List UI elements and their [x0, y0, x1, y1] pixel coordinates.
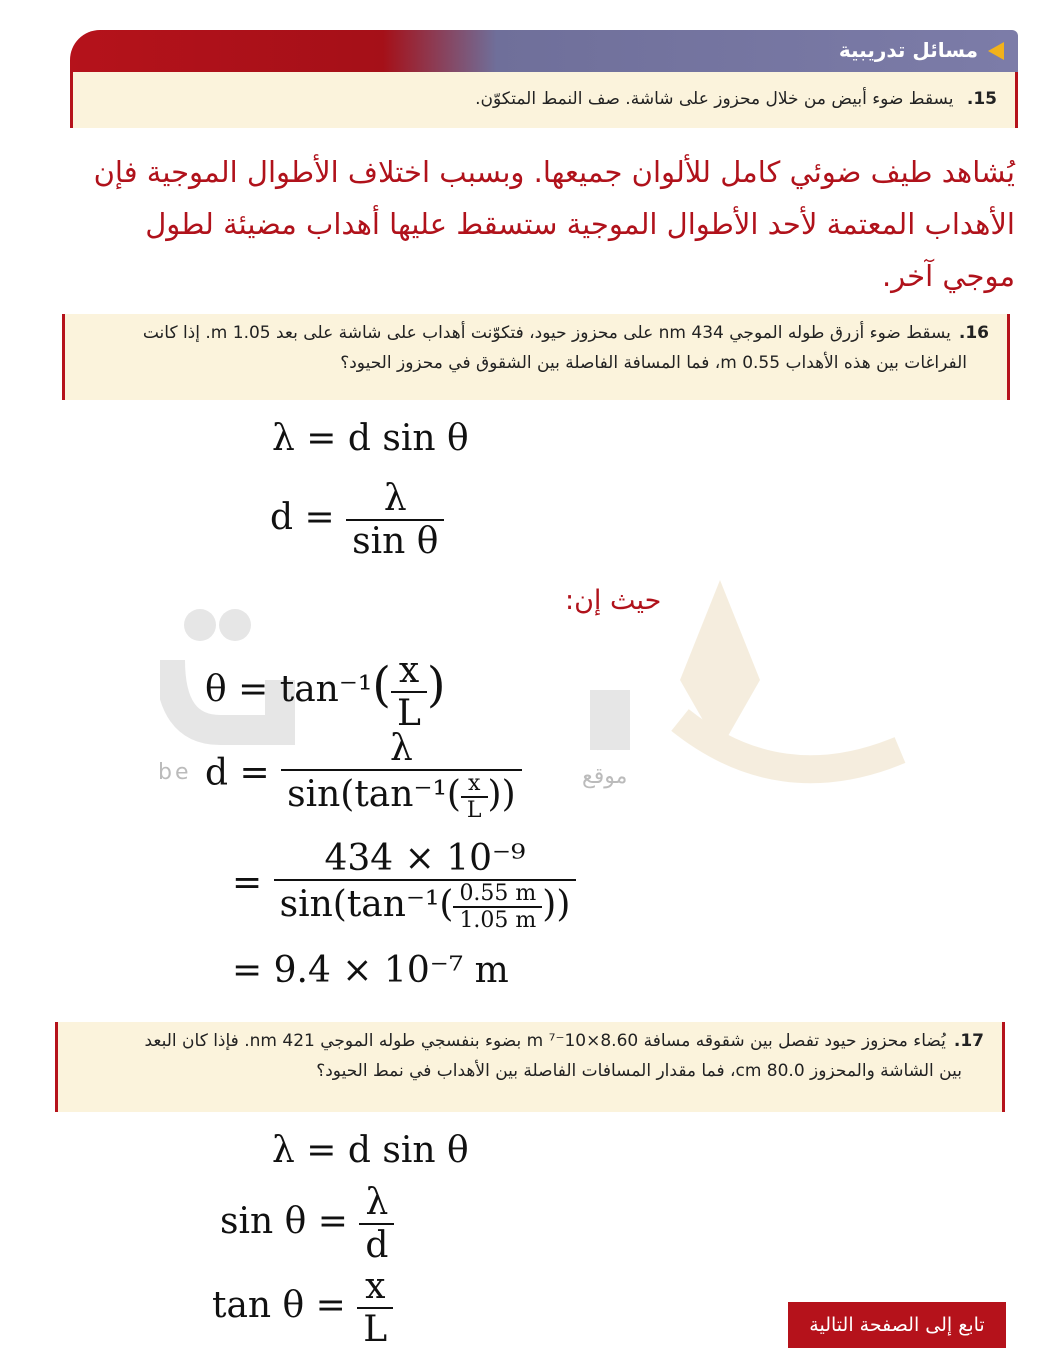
section-title: مسائل تدريبية: [838, 38, 978, 62]
question-number: 16.: [958, 323, 989, 343]
question-15: [70, 72, 1018, 128]
equation-d-full: d = λ sin(tan⁻¹( $\frac{x}{L}$ )): [205, 728, 522, 823]
where-label: حيث إن:: [565, 585, 662, 616]
watermark-text-left: be: [158, 760, 192, 785]
equation-d: d = $\frac{\lambda}{\text{sin θ}}$: [270, 478, 444, 562]
question-text: يسقط ضوء أبيض من خلال محزوز على شاشة. صف النمط المتكوّن.: [475, 89, 954, 109]
question-16: [62, 314, 1010, 400]
question-text-line2: الفراغات بين هذه الأهداب 0.55 m، فما المسافة الفاصلة بين الشقوق في محزوز الحيود؟: [340, 353, 967, 373]
arrow-icon: [988, 42, 1004, 60]
next-page-button[interactable]: تابع إلى الصفحة التالية: [788, 1302, 1006, 1348]
watermark-text-right: موقع: [582, 764, 628, 789]
equation-sin-theta: sin θ = $\frac{\lambda}{d}$: [220, 1182, 394, 1266]
question-text-line1: يسقط ضوء أزرق طوله الموجي 434 nm على محزوز حيود، فتكوّنت أهداب على شاشة على بعد 1.05 m. إذا كانت: [142, 323, 951, 343]
question-text-line2: بين الشاشة والمحزوز 80.0 cm، فما مقدار المسافات الفاصلة بين الأهداب في نمط الحيود؟: [316, 1061, 962, 1081]
equation-grating-17: λ = d sin θ: [272, 1130, 469, 1171]
answer-15: يُشاهد طيف ضوئي كامل للألوان جميعها. وبسبب اختلاف الأطوال الموجية فإن الأهداب المعتمة لأحد الأطوال الموجية ستسقط عليها أهداب مضيئة لطول موجي آخر.: [93, 155, 1015, 293]
equation-grating: λ = d sin θ: [272, 418, 469, 459]
equation-result: = 9.4 × 10⁻⁷ m: [232, 950, 509, 991]
question-text-line1: يُضاء محزوز حيود تفصل بين شقوقه مسافة 8.60×10⁻⁷ m بضوء بنفسجي طوله الموجي 421 nm. فإذا كان البعد: [144, 1031, 946, 1051]
question-number: 17.: [953, 1031, 984, 1051]
question-17: [55, 1022, 1005, 1112]
question-number: 15.: [966, 89, 997, 109]
section-header: [70, 30, 1018, 72]
equation-tan-theta: tan θ = $\frac{x}{L}$: [212, 1266, 393, 1350]
equation-theta: θ = tan⁻¹( $\frac{x}{L}$ ): [205, 650, 446, 734]
equation-substitute: = 434 × 10⁻⁹ sin(tan⁻¹( $\frac{0.55 m}{1.05 m}$ )): [232, 838, 576, 933]
